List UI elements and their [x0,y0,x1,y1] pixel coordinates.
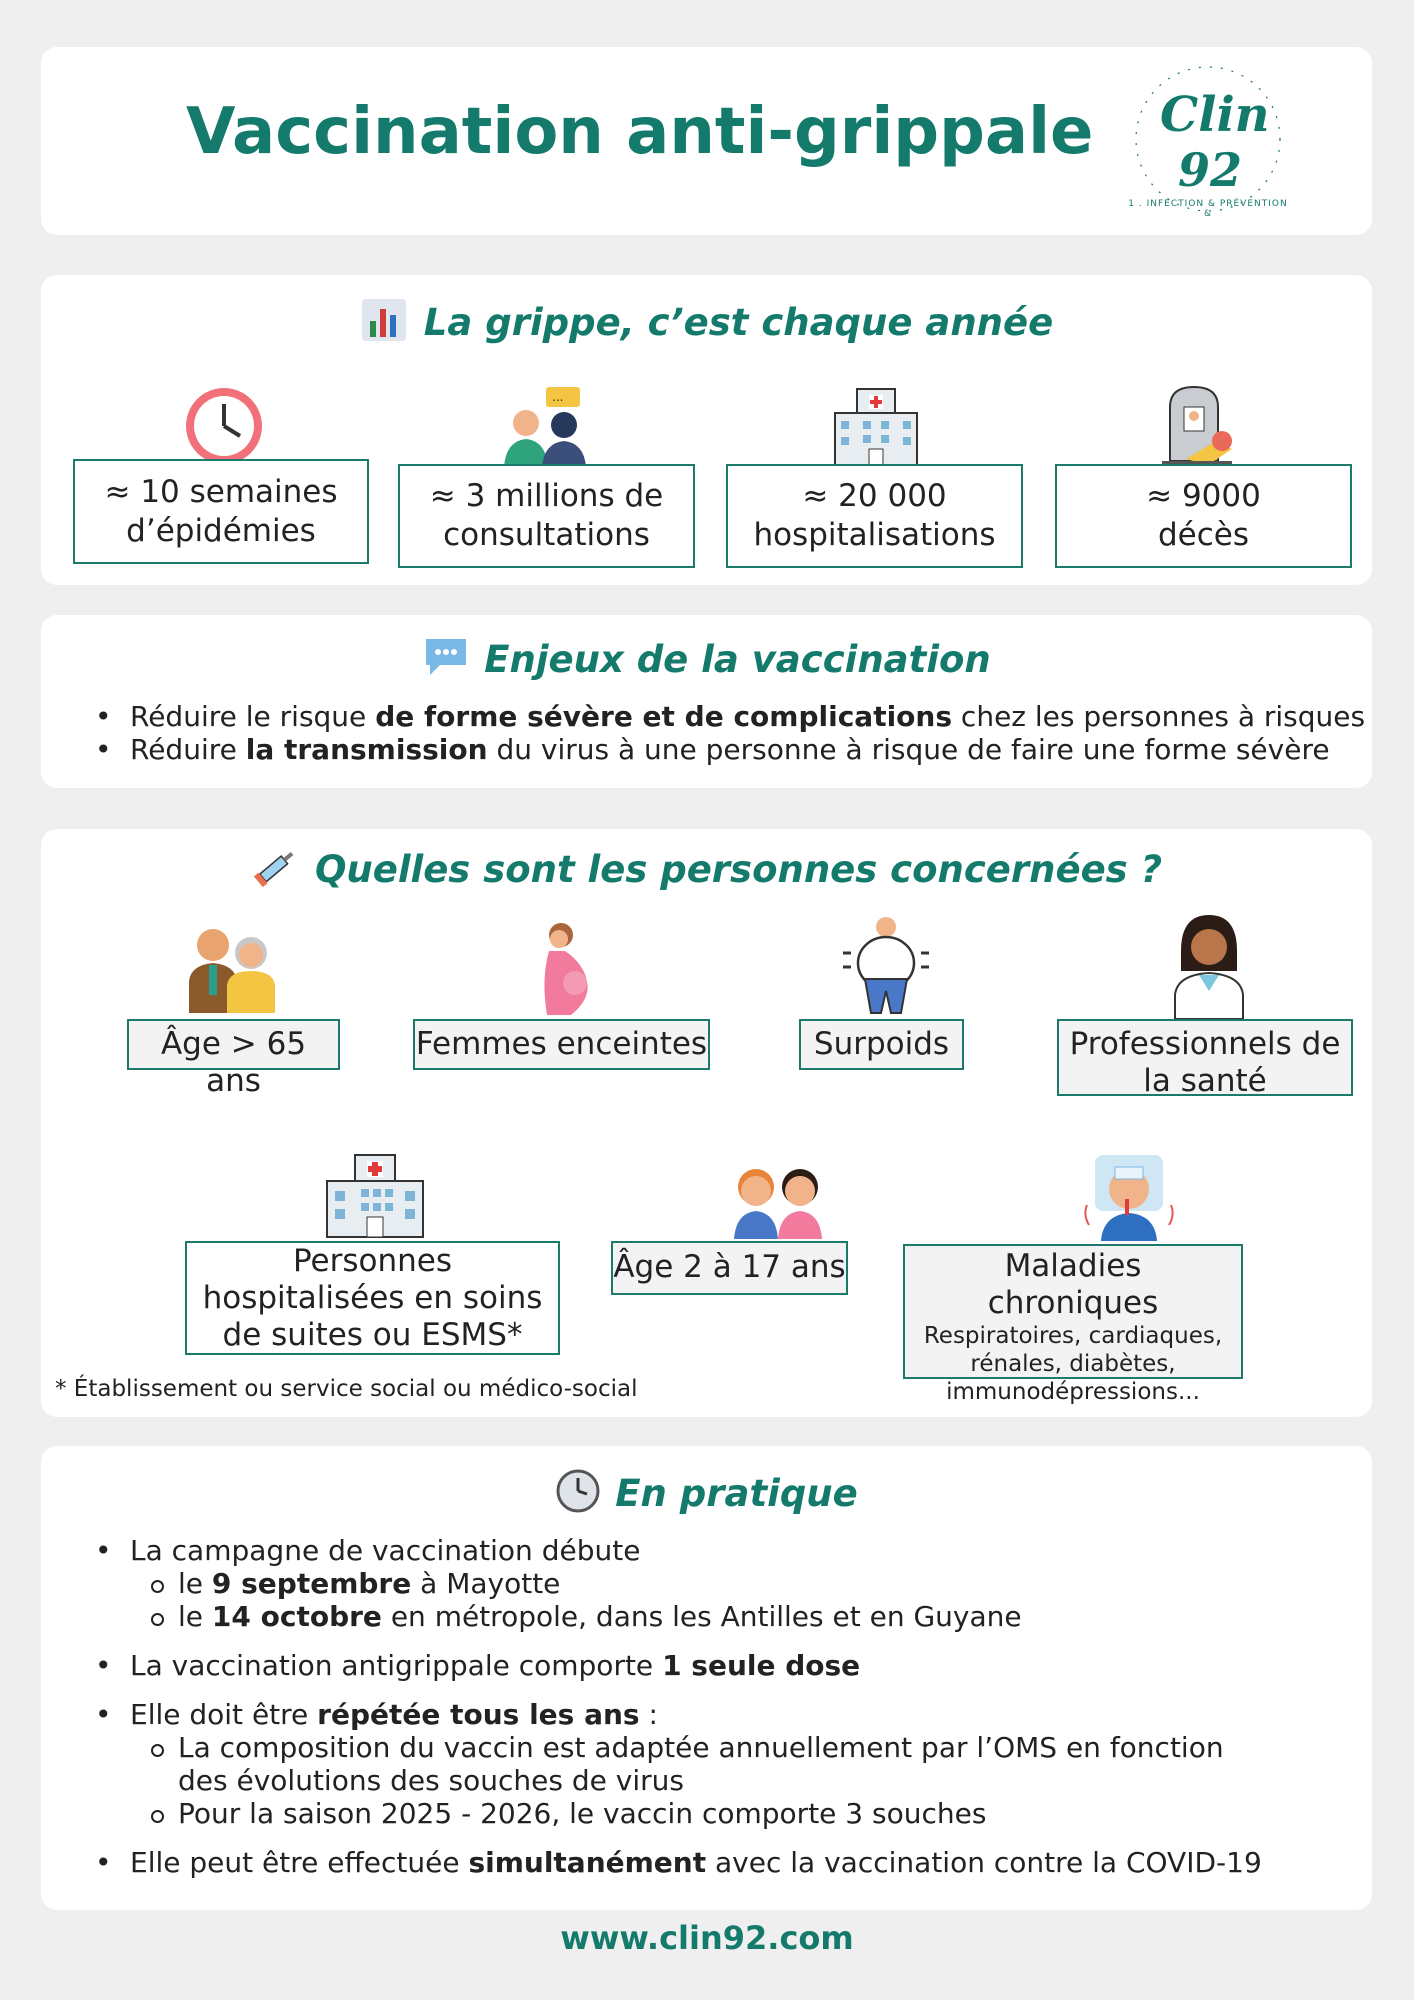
clock-icon [182,384,266,468]
stakes-title-text: Enjeux de la vaccination [484,638,991,681]
group-hospitalised: Personnes hospitalisées en soins de suites ou ESMS* [185,1241,560,1355]
logo-main: Clin [1160,87,1270,143]
logo-ring-text: 1 . INFECTION & PRÉVENTION & [1128,199,1288,219]
group-chronic-diseases: Maladies chroniques Respiratoires, cardiaques, rénales, diabètes, immunodépressions... [903,1244,1243,1379]
speech-bubble-icon [422,635,470,688]
health-professional-icon [1169,911,1249,1019]
list-item: le 14 octobre en métropole, dans les Antilles et en Guyane [130,1600,1372,1633]
list-item: • Réduire le risque de forme sévère et de complications chez les personnes à risques [41,700,1372,733]
flu-section-title [41,295,1372,354]
stat-hospitalisations: ≈ 20 000 hospitalisations [726,464,1023,568]
group-age-2-17: Âge 2 à 17 ans [611,1241,848,1295]
syringe-icon [251,844,301,899]
practice-list [41,1534,1372,1879]
repeat-sublist [130,1731,1372,1830]
flu-card [41,275,1372,585]
practice-card [41,1446,1372,1910]
list-item: • La campagne de vaccination débute le 9 septembre à Mayotte le 14 octobre en métropole, dans les Antilles et en Guyane [41,1534,1372,1633]
people-title-text: Quelles sont les personnes concernées ? [314,848,1163,891]
list-item: La composition du vaccin est adaptée annuellement par l’OMS en fonction des évolutions des souches de virus [130,1731,1272,1797]
footnote: * Établissement ou service social ou médico-social [55,1376,638,1402]
people-card [41,829,1372,1417]
overweight-icon [839,913,933,1019]
list-item: • Réduire la transmission du virus à une personne à risque de faire une forme sévère [41,733,1372,766]
list-item: Pour la saison 2025 - 2026, le vaccin comporte 3 souches [130,1797,1272,1830]
stat-weeks: ≈ 10 semaines d’épidémies [73,459,369,564]
clock-small-icon [555,1468,601,1523]
group-health-professionals: Professionnels de la santé [1057,1019,1353,1096]
footer-url[interactable]: www.clin92.com [560,1919,854,1957]
bar-chart-icon [360,295,410,354]
stakes-card [41,615,1372,788]
group-overweight: Surpoids [799,1019,964,1070]
list-item: • La vaccination antigrippale comporte 1 seule dose [41,1649,1372,1682]
page-title: Vaccination anti-grippale [186,95,1094,169]
campaign-sublist [130,1567,1372,1633]
hospital-building-icon [323,1151,427,1239]
stat-consultations: ≈ 3 millions de consultations [398,464,695,568]
people-section-title [41,844,1372,899]
chronic-illness-icon [1081,1145,1177,1241]
list-item: • Elle peut être effectuée simultanément avec la vaccination contre la COVID-19 [41,1846,1372,1879]
group-pregnant: Femmes enceintes [413,1019,710,1070]
children-icon [724,1159,832,1239]
stat-deaths: ≈ 9000 décès [1055,464,1352,568]
practice-section-title [41,1468,1372,1523]
logo-number: 92 [1178,143,1243,197]
stakes-list [41,700,1372,766]
flu-title-text: La grippe, c’est chaque année [423,301,1054,344]
hospital-icon [831,385,921,469]
pregnant-woman-icon [531,919,601,1019]
group-age-65: Âge > 65 ans [127,1019,340,1070]
tombstone-icon [1156,383,1246,471]
header-card [41,47,1372,235]
consultation-icon [498,385,594,469]
practice-title-text: En pratique [615,1472,858,1515]
list-item: • Elle doit être répétée tous les ans : La composition du vaccin est adaptée annuellement par l’OMS en fonction des évolutions des souches de virus Pour la saison 2025 - 2026, le vaccin comporte 3 souches [41,1698,1372,1830]
elderly-couple-icon [179,921,283,1013]
stakes-section-title [41,635,1372,688]
list-item: le 9 septembre à Mayotte [130,1567,1372,1600]
clin92-logo [1128,59,1288,219]
svg-text:...: ... [552,390,564,404]
